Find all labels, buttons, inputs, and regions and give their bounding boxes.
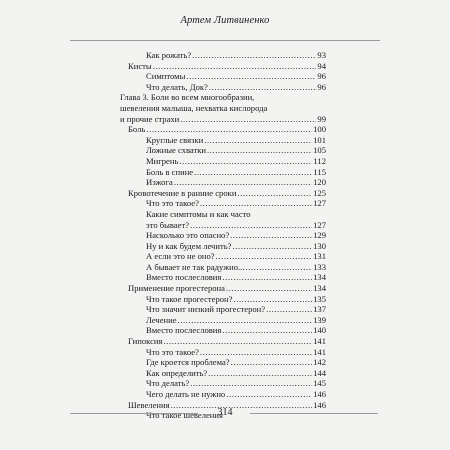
- toc-entry-title: Насколько это опасно?: [146, 230, 230, 241]
- toc-subsection: [120, 378, 326, 389]
- dot-leader: [204, 135, 312, 146]
- toc-page-number: 96: [317, 71, 326, 82]
- dot-leader: [232, 241, 312, 252]
- toc-subsection: [120, 82, 326, 93]
- dot-leader: [207, 145, 312, 156]
- toc-page-number: 96: [317, 81, 326, 92]
- toc-entry-title: Как определить?: [146, 367, 208, 378]
- toc-page-number: 93: [317, 50, 326, 60]
- toc-subsection: [120, 315, 326, 326]
- footer-divider-right: [250, 413, 378, 414]
- toc-subsection: [120, 325, 326, 336]
- toc-entry-title: Что делать, Док?: [146, 81, 208, 92]
- toc-page-number: 141: [313, 346, 326, 357]
- dot-leader: [222, 325, 312, 336]
- dot-leader: [200, 198, 312, 209]
- toc-entry-title: Лечение: [146, 314, 177, 325]
- dot-leader: [186, 71, 316, 82]
- toc-entry-title: Что делать?: [146, 378, 190, 389]
- toc-entry-title: Кровотечение в ранние сроки: [128, 187, 237, 198]
- toc-section: [120, 61, 326, 72]
- toc-page-number: 139: [313, 314, 326, 325]
- dot-leader: [179, 156, 312, 167]
- dot-leader: [245, 262, 312, 273]
- toc-page-number: 146: [313, 399, 326, 410]
- running-header: [0, 10, 450, 28]
- dot-leader: [231, 357, 313, 368]
- toc-subsection: [120, 135, 326, 146]
- toc-page-number: 135: [313, 293, 326, 304]
- toc-section: [120, 188, 326, 199]
- dot-leader: [226, 389, 312, 400]
- dot-leader: [230, 230, 312, 241]
- dot-leader: [163, 336, 312, 347]
- toc-subsection: [120, 368, 326, 379]
- toc-subsection: [120, 357, 326, 368]
- dot-leader: [226, 283, 312, 294]
- dot-leader: [153, 61, 317, 72]
- toc-section: [120, 283, 326, 294]
- toc-subsection: [120, 294, 326, 305]
- toc-entry-title: Чего делать не нужно: [146, 389, 226, 399]
- toc-subsection: [120, 272, 326, 283]
- toc-entry-title: Вместо послесловия: [146, 272, 222, 283]
- dot-leader: [190, 378, 312, 389]
- toc-subsection: [120, 145, 326, 156]
- toc-subsection: [120, 167, 326, 178]
- toc-page-number: 145: [313, 378, 326, 389]
- table-of-contents: [120, 50, 326, 421]
- toc-subsection: [120, 241, 326, 252]
- toc-entry-title: Кисты: [128, 60, 152, 71]
- toc-subsection: [120, 389, 326, 400]
- toc-entry-title: Что такое шевеления: [146, 410, 223, 421]
- page-number: 314: [217, 407, 233, 418]
- dot-leader: [233, 294, 312, 305]
- toc-entry-title: Что такое прогестерон?: [146, 293, 233, 304]
- toc-subsection: [120, 251, 326, 262]
- toc-page-number: 129: [313, 230, 326, 241]
- toc-subsection: [120, 347, 326, 358]
- toc-page-number: 133: [313, 261, 326, 272]
- toc-page-number: 142: [313, 357, 326, 368]
- toc-entry-title: Вместо послесловия: [146, 325, 222, 336]
- dot-leader: [216, 251, 313, 262]
- toc-page-number: 137: [313, 304, 326, 315]
- toc-entry-line: Глава 3. Боли во всем многообразии,: [120, 92, 255, 103]
- toc-subsection: [120, 156, 326, 167]
- dot-leader: [237, 188, 312, 199]
- dot-leader: [174, 177, 312, 188]
- toc-entry-title: Как рожать?: [146, 50, 192, 60]
- header-divider: [70, 40, 380, 41]
- dot-leader: [178, 315, 313, 326]
- toc-page-number: 94: [317, 60, 326, 71]
- toc-entry-title: и прочие страхи: [120, 113, 180, 124]
- toc-entry-title: Шевеления: [128, 399, 170, 410]
- dot-leader: [146, 124, 312, 135]
- toc-page-number: 127: [313, 219, 326, 230]
- toc-page-number: 101: [313, 134, 326, 145]
- toc-entry-title: Ложные схватки: [146, 145, 207, 156]
- dot-leader: [200, 347, 312, 358]
- toc-page-number: 127: [313, 198, 326, 209]
- toc-subsection: [120, 209, 326, 230]
- toc-chapter: [120, 92, 326, 124]
- toc-section: [120, 336, 326, 347]
- dot-leader: [209, 82, 317, 93]
- toc-page-number: 141: [313, 336, 326, 347]
- dot-leader: [194, 167, 312, 178]
- dot-leader: [208, 368, 312, 379]
- toc-entry-title: Боль в спине: [146, 166, 194, 177]
- dot-leader: [192, 50, 316, 61]
- toc-page-number: 99: [317, 113, 326, 124]
- toc-section: [120, 124, 326, 135]
- toc-entry-title: Ну и как будем лечить?: [146, 240, 232, 251]
- toc-entry-title: Симптомы: [146, 71, 186, 82]
- toc-page-number: 134: [313, 272, 326, 283]
- toc-page-number: 146: [313, 389, 326, 399]
- toc-subsection: [120, 304, 326, 315]
- toc-entry-title: А бывает не так радужно...: [146, 261, 245, 272]
- toc-entry-title: Применение прогестерона: [128, 283, 225, 294]
- toc-entry-title: Боль: [128, 124, 146, 135]
- toc-page-number: 115: [313, 166, 326, 177]
- toc-entry-title: Мигрень: [146, 155, 179, 166]
- toc-page-number: 130: [313, 240, 326, 251]
- toc-entry-line: Какие симптомы и как часто: [146, 208, 251, 219]
- toc-subsection: [120, 230, 326, 241]
- running-title: Артем Литвиненко: [180, 15, 270, 26]
- toc-entry-title: Что значит низкий прогестерон?: [146, 304, 266, 315]
- toc-entry-title: Где кроется проблема?: [146, 357, 230, 368]
- toc-entry-title: А если это не оно?: [146, 251, 215, 262]
- toc-page-number: 140: [313, 325, 326, 336]
- toc-entry-title: Что это такое?: [146, 198, 199, 209]
- toc-entry-title: Круглые связки: [146, 134, 204, 145]
- toc-subsection: [120, 50, 326, 61]
- dot-leader: [180, 114, 316, 125]
- toc-page-number: 105: [313, 145, 326, 156]
- toc-entry-title: Гипоксия: [128, 336, 163, 347]
- toc-page-number: 144: [313, 367, 326, 378]
- toc-entry-line: шевеления малыша, нехватка кислорода: [120, 102, 268, 113]
- toc-page-number: 120: [313, 177, 326, 188]
- toc-page-number: 112: [313, 155, 326, 166]
- toc-page-number: 131: [313, 251, 326, 262]
- toc-subsection: [120, 262, 326, 273]
- toc-entry-title: Что это такое?: [146, 346, 199, 357]
- toc-subsection: [120, 71, 326, 82]
- toc-subsection: [120, 177, 326, 188]
- toc-entry-title: это бывает?: [146, 219, 190, 230]
- toc-subsection: [120, 198, 326, 209]
- toc-page-number: 134: [313, 283, 326, 294]
- dot-leader: [190, 220, 312, 231]
- dot-leader: [266, 304, 312, 315]
- toc-entry-title: Изжога: [146, 177, 173, 188]
- dot-leader: [222, 272, 312, 283]
- toc-page-number: 100: [313, 124, 326, 135]
- toc-page-number: 125: [313, 187, 326, 198]
